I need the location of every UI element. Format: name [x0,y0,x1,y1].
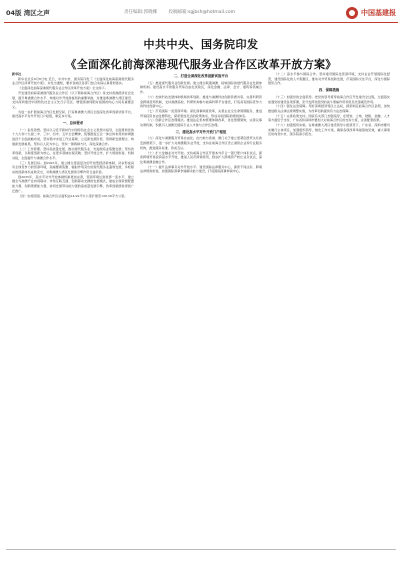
column-2 [140,72,262,547]
paragraph: （十二）高水平参与国际合作。坚持建设国际化营商环境，支持企业开展国际化经营，建设国际化的人才集聚区，推动对外贸易创新发展，打造国际交往平台，深化与国际组织合作。 [268,72,390,86]
section-heading: 三、建设高水平对外开放门户枢纽 [175,129,227,134]
paragraph: （五）推进现代服务业创新发展。建立健全联通港澳、接轨国际的现代服务业发展体制机制。建设高水平的服务贸易自由化试验区，深化金融、法律、会计、建筑等领域合作。 [140,80,262,95]
paragraph: 开发建设前海深港现代服务业合作区（以下简称前海合作区）是支持香港经济社会发展、提升粤港澳合作水平、构建对外开放新格局的重要举措，对推进粤港澳大湾区建设、支持深圳建设中国特色社会主义先行示范区、增强香港同胞对祖国的向心力具有重要意义。 [12,90,134,109]
editor-label: 责任编辑:郭晓娜 [124,10,158,15]
paragraph: 到2035年，高水平对外开放体制机制更加完善，营商环境达到世界一流水平，建立健全与港澳产业协同联动、市场互联互通、创新驱动支撑的发展模式，建成全球资源配置能力强、创新策源能力强、协同发展带动能力强的高质量发展引擎，改革创新经验得到广泛推广。 [12,174,134,193]
header-divider [4,22,398,23]
paragraph: （一）指导思想。坚持以习近平新时代中国特色社会主义思想为指导，全面贯彻党的十九大和十九届二中、三中、四中、五中全会精神，统筹推进五位一体总体布局和协调推进四个全面战略布局，坚持稳中求进工作总基调，立足新发展阶段、贯彻新发展理念、构建新发展格局，坚持以人民为中心，坚持一国两制方针，深化深港合作。 [12,127,134,146]
paragraph: （十三）加强党的全面领导。把党的领导贯穿前海合作区开发建设全过程，全面落实加强党的建设各项部署，充分发挥党组织的战斗堡垒作用和党员先锋模范作用。 [268,94,390,104]
brand-logo-icon [346,7,358,19]
byline: 新华社 [12,72,22,76]
paragraph: （三）发展目标。到2025年，建立健全更高层次的开放型经济新体制，初步形成具有全球竞争力的营商环境，高端要素集聚、辐射作用突出的现代服务业蓬勃发展，多轮驱动的创新体系成效突出，对粤港澳大湾区发展的引擎作用日益彰显。 [12,160,134,175]
email-label: 投稿邮箱:sgjbsh@hotmail.com [168,10,236,15]
brand-name: 中国基建报 [361,9,396,17]
section-heading: 一、总体要求 [62,121,84,126]
paragraph: （十）扩大金融业对外开放。支持前海合作区开展本外币合一银行账户体系试点，探索跨境贸易投资高水平开放，推进人民币跨境使用，稳步扩大跨境资产转让业务试点，深化粤港澳金融合作。 [140,150,262,164]
paragraph: （十五）完善政策支持。国家有关部门加强指导，在规划、土地、财税、金融、人才等方面给予支持，广东省和深圳市要加大对前海合作区的支持力度，完善配套政策。 [268,113,390,123]
paragraph: （十一）提升法律事务对外开放水平。建设国际法律服务中心，探索不同法系、跨境法律规则衔接，加强国际商事争端解决能力建设，打造国际商事仲裁中心。 [140,164,262,174]
header-meta [124,9,245,15]
headline-line-2: 《全面深化前海深港现代服务业合作区改革开放方案》 [65,58,337,71]
article-body [12,72,392,547]
paragraph: 为进一步扩展前海合作区发展空间，打造粤港澳大湾区全面深化改革创新试验平台，建设高水平对外开放门户枢纽，制定本方案。 [12,109,134,119]
paragraph: （十六）加强组织实施。在粤港澳大湾区建设领导小组领导下，广东省、深圳市要切实履行主体责任，加强组织领导，细化工作方案，确保各项改革举措落地见效，重大事项及时向党中央、国务院请示报告。 [268,123,390,137]
brand-logo [346,5,396,21]
headline-line-1: 中共中央、国务院印发 [143,38,259,51]
paragraph: （七）打造国际一流营商环境。深化商事制度改革，完善企业全生命周期服务，推进贸易投资自由化便利化，探索更加灵活的政策体系，形成对标国际的规则体系。 [140,108,262,118]
section-label: 04版 湾区之声 [6,9,50,17]
paragraph: 新华社北京9月6日电 近日，中共中央、国务院印发了《全面深化前海深港现代服务业合作区改革开放方案》，并发出通知，要求各地区各部门结合实际认真贯彻落实。 [12,76,134,86]
section-heading: 四、保障措施 [318,88,340,93]
column-1 [12,72,134,547]
paragraph: （九）深化与港澳服务贸易自由化。在内地与香港、澳门关于建立更紧密经贸关系的安排框架下，进一步扩大对港澳服务业开放，支持在前海合作区设立港资企业和专业服务机构，推进服务标准、资质互认。 [140,136,262,150]
page-footer [6,549,396,560]
paragraph: （十四）强化法治保障。用好深圳经济特区立法权，探索制定前海合作区条例，加快推进相关法律法规调整实施，为改革创新提供有力法治保障。 [268,104,390,113]
paragraph: （八）创新合作区治理模式。推进法定机构管理体制改革，优化管理架构，完善议事决策机制，积极引入港澳及国际专业人才参与合作区治理。 [140,118,262,128]
section-heading: 二、打造全面深化改革创新试验平台 [173,74,229,78]
paragraph: 《全面深化前海深港现代服务业合作区改革开放方案》全文如下。 [18,86,108,91]
column-3 [268,72,390,547]
paragraph: （四）实施范围。前海合作区总面积由14.92平方公里扩展至120.56平方公里。 [18,193,128,198]
paragraph: （六）加快科技发展体制机制改革创新。推进与港澳科技创新资源共享，完善科研资金跨境使用机制，支持港澳高校、科研机构参与前海科研平台建设，打造具有国际竞争力的科技创新中心。 [140,94,262,109]
headline [0,36,402,72]
paragraph: （二）工作原理。坚持高质量发展，推动现代服务业、先进制造业集聚发展；坚持改革创新，以制度创新为核心，在更多领域实现突破；坚持开放合作，扩大规则衔接、机制对接，全面提升与港澳合作水平。 [12,146,134,160]
